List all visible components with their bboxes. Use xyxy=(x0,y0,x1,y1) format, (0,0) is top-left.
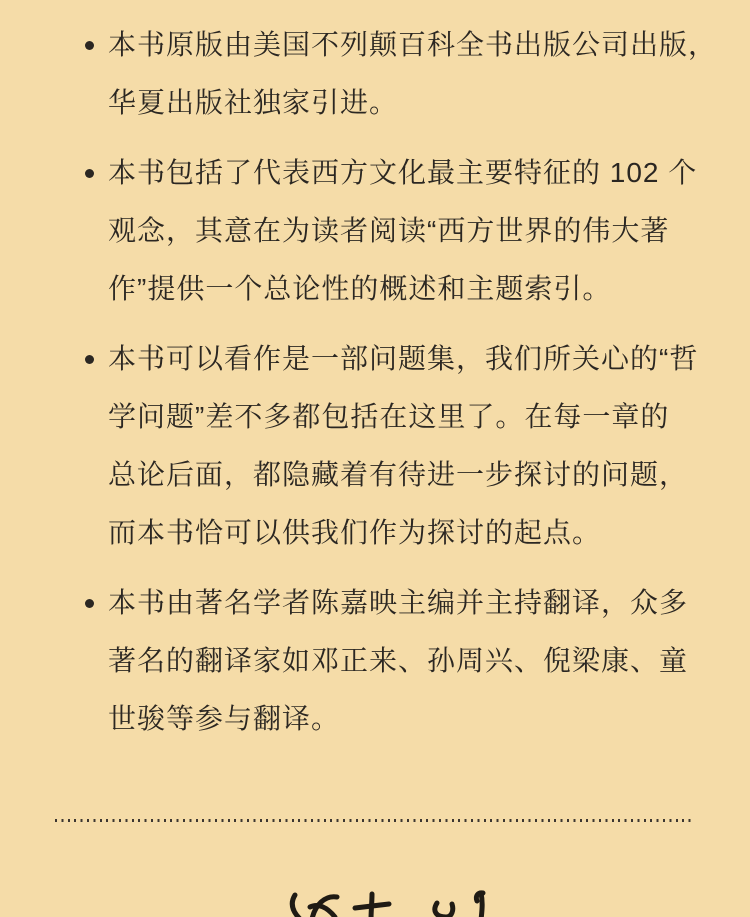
signature-handwriting xyxy=(283,888,515,917)
bullet-text xyxy=(108,574,702,748)
text-line: 著名的翻译家如邓正来、孙周兴、倪梁康、童 xyxy=(108,645,689,676)
text-line: 本书由著名学者陈嘉映主编并主持翻译，众多 xyxy=(108,587,689,618)
text-line: 华夏出版社独家引进。 xyxy=(108,87,399,118)
bullet-marker xyxy=(85,41,94,50)
text-line: 本书包括了代表西方文化最主要特征的 102 个 xyxy=(108,157,698,188)
dotted-divider xyxy=(55,819,695,822)
bullet-item-translators xyxy=(85,574,702,748)
bullet-item-question-collection xyxy=(85,330,702,562)
text-line: 世骏等参与翻译。 xyxy=(108,703,341,734)
bullet-marker xyxy=(85,355,94,364)
bullet-text xyxy=(108,144,702,318)
bullet-item-content-overview xyxy=(85,144,702,318)
bullet-item-publisher xyxy=(85,16,718,132)
bullet-text xyxy=(108,16,717,132)
text-line: 学问题”差不多都包括在这里了。在每一章的 xyxy=(108,401,670,432)
text-line: 本书可以看作是一部问题集，我们所关心的“哲 xyxy=(108,343,699,374)
text-line: 作”提供一个总论性的概述和主题索引。 xyxy=(108,273,612,304)
text-line: 观念，其意在为读者阅读“西方世界的伟大著 xyxy=(108,215,670,246)
signature-strokes-icon xyxy=(283,888,515,917)
text-line: 本书原版由美国不列颠百科全书出版公司出版， xyxy=(108,29,718,60)
bullet-text xyxy=(108,330,702,562)
text-line: 而本书恰可以供我们作为探讨的起点。 xyxy=(108,517,602,548)
bullet-marker xyxy=(85,169,94,178)
bullet-marker xyxy=(85,599,94,608)
text-line: 总论后面，都隐藏着有待进一步探讨的问题， xyxy=(108,459,689,490)
